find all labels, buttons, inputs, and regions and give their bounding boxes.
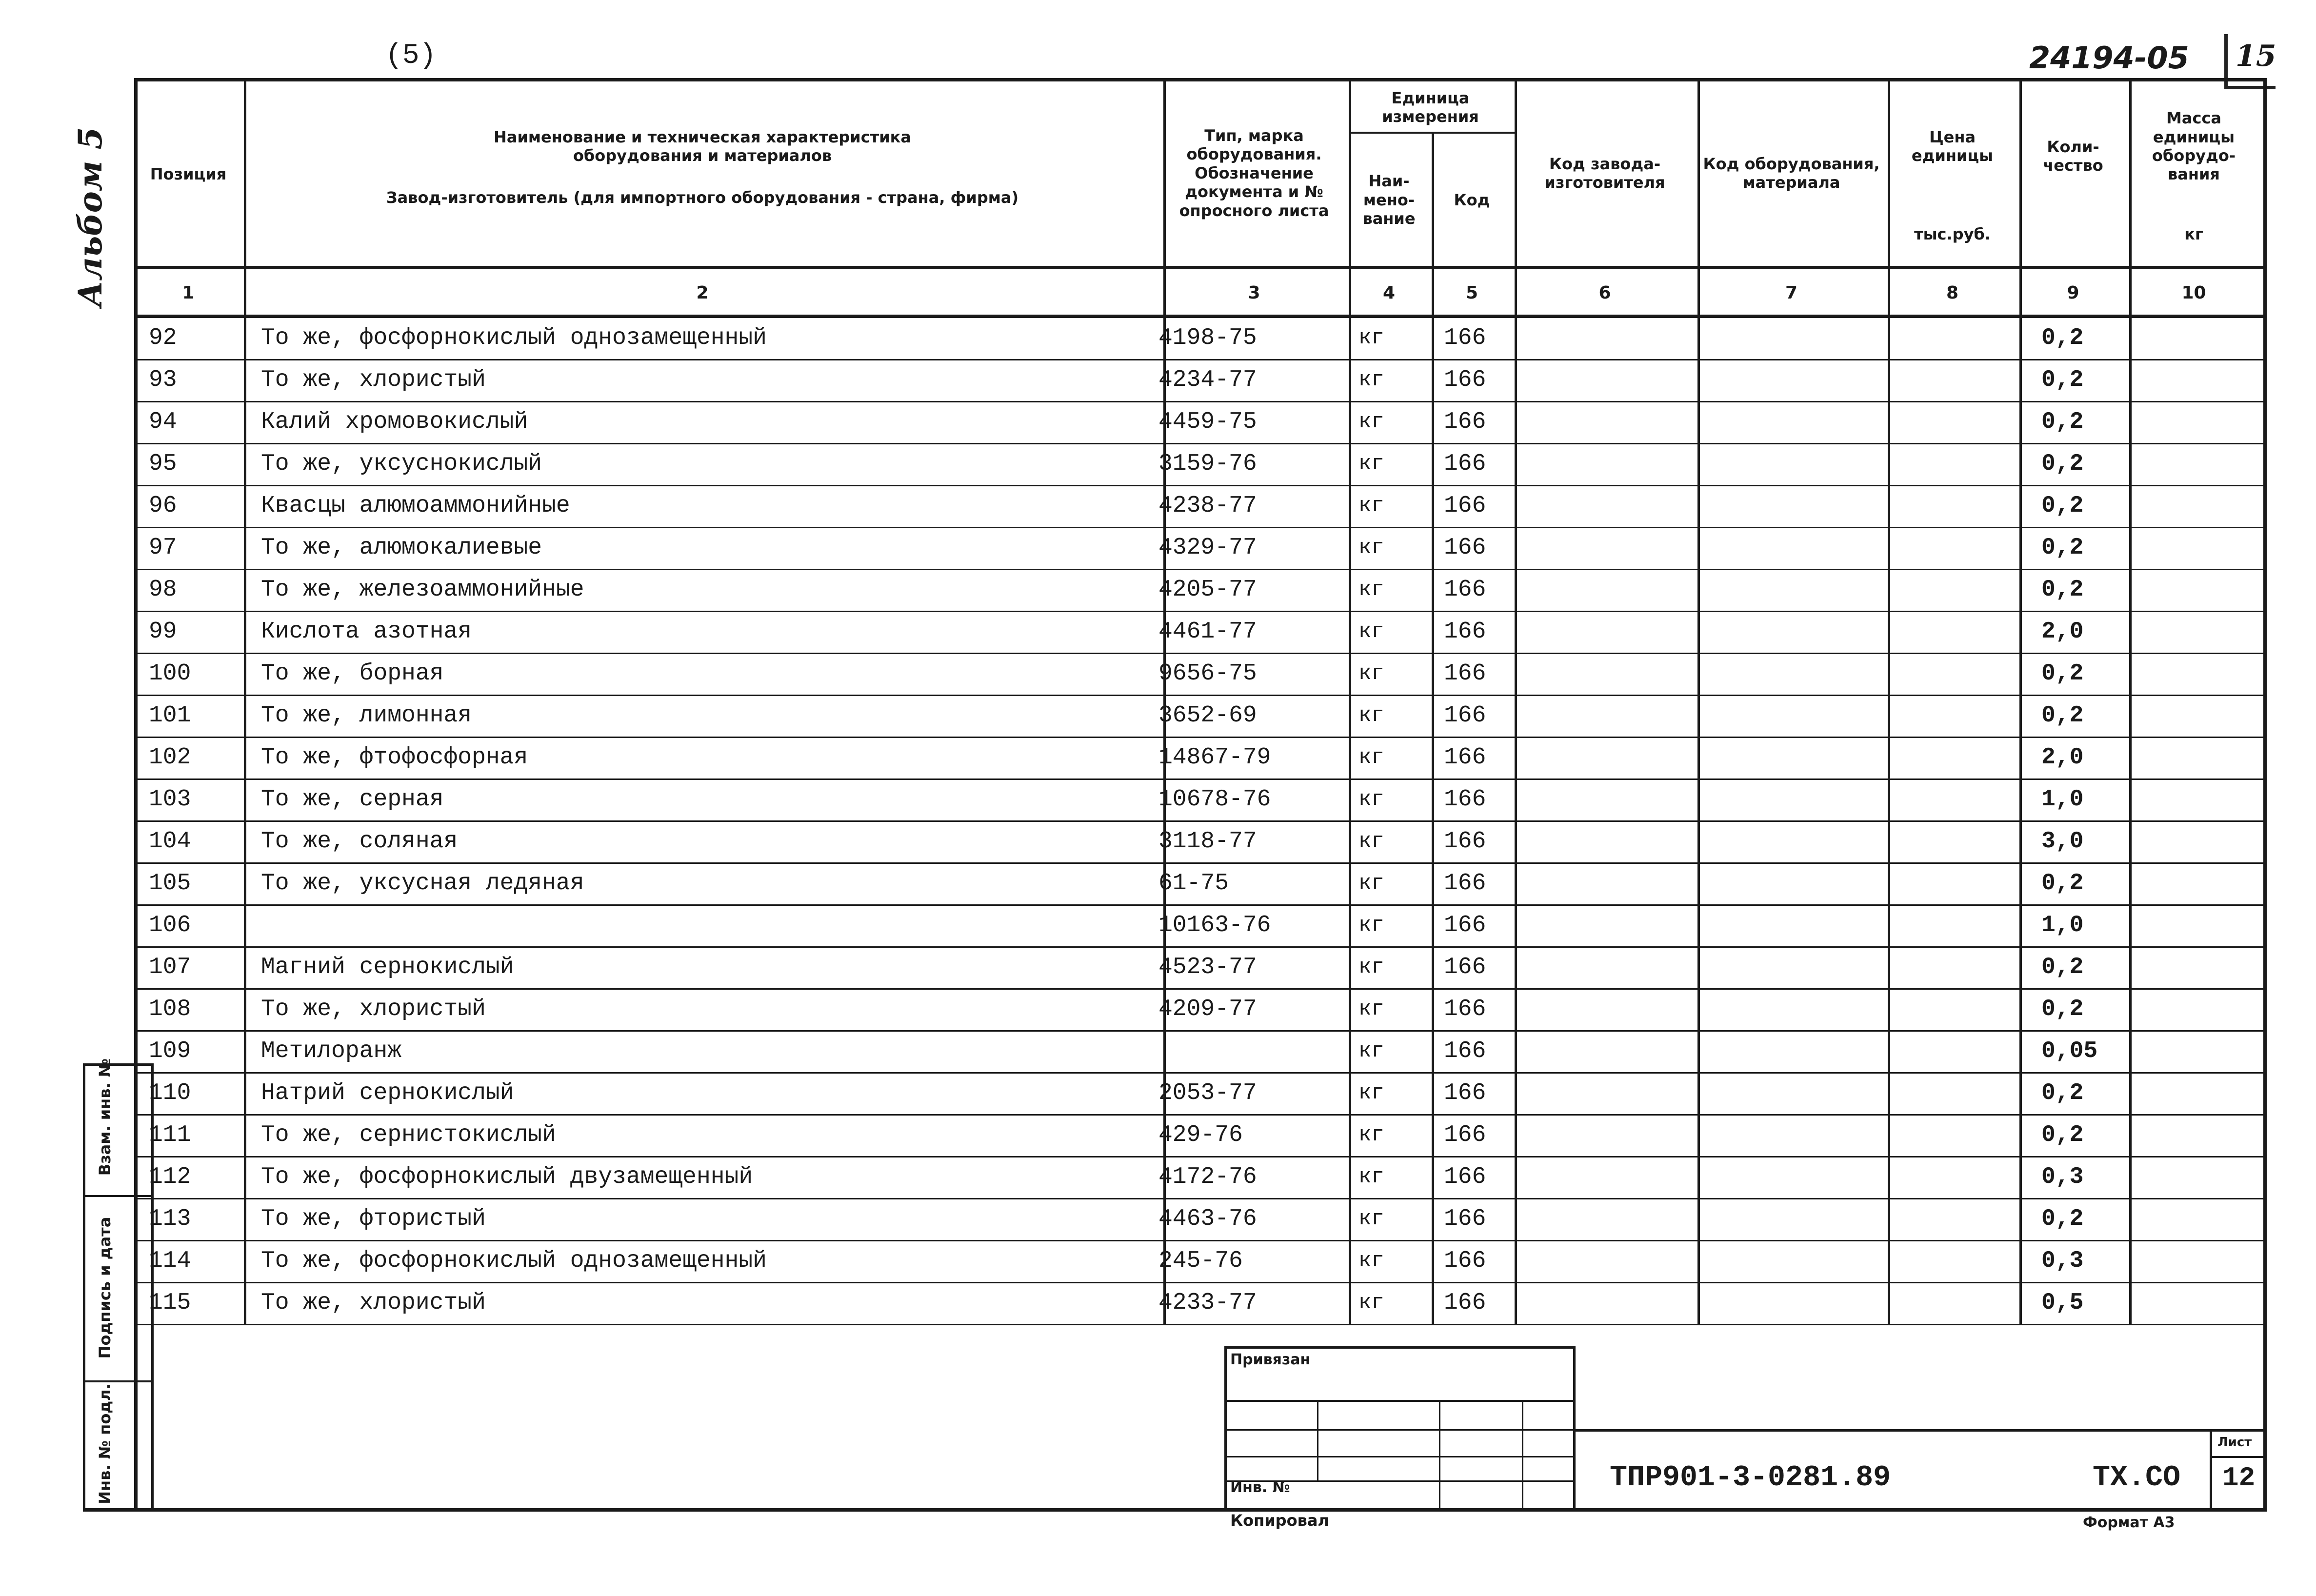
colnum-3: 3 bbox=[1248, 282, 1260, 303]
colnum-6: 6 bbox=[1598, 282, 1611, 303]
column-divider bbox=[2019, 78, 2022, 1324]
colnum-9: 9 bbox=[2067, 282, 2079, 303]
cell-document: 4523-77 bbox=[1158, 954, 1257, 980]
cell-document: 10678-76 bbox=[1158, 786, 1271, 813]
cell-document: 3118-77 bbox=[1158, 828, 1257, 855]
table-border-bottom bbox=[83, 1508, 2267, 1512]
cell-position: 114 bbox=[149, 1248, 191, 1274]
cell-name: То же, хлористый bbox=[261, 996, 486, 1022]
side-label-signature-date: Подпись и дата bbox=[96, 1217, 114, 1359]
header-unit-code: Код bbox=[1454, 190, 1490, 209]
sheet-box-divider bbox=[2210, 1456, 2263, 1458]
cell-quantity: 0,2 bbox=[2041, 367, 2084, 393]
cell-quantity: 1,0 bbox=[2041, 912, 2084, 938]
cell-unit-code: 166 bbox=[1444, 1122, 1486, 1148]
cell-unit-code: 166 bbox=[1444, 828, 1486, 855]
cell-document: 4233-77 bbox=[1158, 1290, 1257, 1316]
sheet-corner-number: 15 bbox=[2236, 39, 2276, 73]
format-label: Формат А3 bbox=[2083, 1514, 2175, 1531]
header-manufacturer: Завод-изготовитель (для импортного оборудования - страна, фирма) bbox=[386, 188, 1019, 207]
cell-unit-code: 166 bbox=[1444, 660, 1486, 687]
stamp-linked-label: Привязан bbox=[1230, 1351, 1311, 1368]
cell-unit: кг bbox=[1358, 955, 1384, 979]
header-mass-unit: кг bbox=[2184, 224, 2203, 243]
cell-unit-code: 166 bbox=[1444, 1164, 1486, 1190]
cell-document: 4463-76 bbox=[1158, 1206, 1257, 1232]
header-bottom-line bbox=[134, 266, 2263, 269]
cell-unit-code: 166 bbox=[1444, 325, 1486, 351]
cell-unit-code: 166 bbox=[1444, 1080, 1486, 1106]
cell-unit: кг bbox=[1358, 578, 1384, 602]
cell-document: 3652-69 bbox=[1158, 702, 1257, 729]
cell-document: 429-76 bbox=[1158, 1122, 1243, 1148]
cell-unit: кг bbox=[1358, 913, 1384, 938]
cell-quantity: 0,2 bbox=[2041, 870, 2084, 897]
page-top-number: (5) bbox=[385, 40, 437, 72]
cell-quantity: 0,2 bbox=[2041, 325, 2084, 351]
cell-quantity: 0,2 bbox=[2041, 996, 2084, 1022]
cell-unit-code: 166 bbox=[1444, 1248, 1486, 1274]
cell-unit-code: 166 bbox=[1444, 912, 1486, 938]
cell-unit-code: 166 bbox=[1444, 702, 1486, 729]
cell-quantity: 0,2 bbox=[2041, 954, 2084, 980]
cell-quantity: 0,2 bbox=[2041, 577, 2084, 603]
cell-quantity: 0,3 bbox=[2041, 1164, 2084, 1190]
cell-position: 102 bbox=[149, 744, 191, 771]
cell-quantity: 0,2 bbox=[2041, 493, 2084, 519]
cell-position: 103 bbox=[149, 786, 191, 813]
cell-unit-code: 166 bbox=[1444, 744, 1486, 771]
cell-document: 10163-76 bbox=[1158, 912, 1271, 938]
cell-quantity: 0,2 bbox=[2041, 409, 2084, 435]
cell-unit: кг bbox=[1358, 871, 1384, 896]
cell-unit-code: 166 bbox=[1444, 1290, 1486, 1316]
cell-name: То же, хлористый bbox=[261, 1290, 486, 1316]
cell-position: 96 bbox=[149, 493, 177, 519]
cell-name: То же, борная bbox=[261, 660, 444, 687]
header-type: Тип, марка оборудования. Обозначение документа и № опросного листа bbox=[1179, 126, 1329, 220]
cell-quantity: 0,5 bbox=[2041, 1290, 2084, 1316]
cell-name: То же, железоаммонийные bbox=[261, 577, 584, 603]
colnum-4: 4 bbox=[1382, 282, 1396, 303]
cell-name: То же, хлористый bbox=[261, 367, 486, 393]
stamp-right bbox=[1573, 1346, 1576, 1508]
cell-unit: кг bbox=[1358, 452, 1384, 476]
cell-position: 115 bbox=[149, 1290, 191, 1316]
cell-unit: кг bbox=[1358, 1081, 1384, 1105]
cell-unit-code: 166 bbox=[1444, 367, 1486, 393]
cell-position: 95 bbox=[149, 451, 177, 477]
cell-unit-code: 166 bbox=[1444, 996, 1486, 1022]
cell-position: 106 bbox=[149, 912, 191, 938]
colnum-2: 2 bbox=[696, 282, 709, 303]
header-mass: Масса единицы оборудо-вания bbox=[2152, 109, 2236, 184]
cell-unit-code: 166 bbox=[1444, 409, 1486, 435]
drawing-mark: ТХ.СО bbox=[2093, 1461, 2181, 1495]
cell-unit: кг bbox=[1358, 410, 1384, 434]
cell-document: 4234-77 bbox=[1158, 367, 1257, 393]
stamp-col bbox=[1522, 1400, 1523, 1508]
column-divider bbox=[1697, 78, 1700, 1324]
cell-position: 105 bbox=[149, 870, 191, 897]
cell-position: 92 bbox=[149, 325, 177, 351]
stamp-inventory-label: Инв. № bbox=[1230, 1479, 1290, 1496]
cell-unit: кг bbox=[1358, 703, 1384, 728]
stamp-top bbox=[1224, 1346, 1573, 1349]
cell-document: 4329-77 bbox=[1158, 535, 1257, 561]
cell-name: То же, фосфорнокислый двузамещенный bbox=[261, 1164, 753, 1190]
cell-unit: кг bbox=[1358, 1039, 1384, 1063]
cell-name: То же, сернистокислый bbox=[261, 1122, 556, 1148]
cell-name: То же, серная bbox=[261, 786, 444, 813]
cell-quantity: 2,0 bbox=[2041, 618, 2084, 645]
stamp-row bbox=[1224, 1429, 1573, 1431]
header-price: Цена единицы bbox=[1911, 127, 1994, 165]
cell-position: 104 bbox=[149, 828, 191, 855]
cell-name: То же, соляная bbox=[261, 828, 458, 855]
colnum-7: 7 bbox=[1785, 282, 1798, 303]
cell-unit: кг bbox=[1358, 326, 1384, 350]
cell-position: 98 bbox=[149, 577, 177, 603]
column-divider bbox=[2129, 78, 2132, 1324]
cell-position: 100 bbox=[149, 660, 191, 687]
cell-unit-code: 166 bbox=[1444, 535, 1486, 561]
row-line bbox=[134, 1030, 2263, 1032]
cell-position: 111 bbox=[149, 1122, 191, 1148]
cell-position: 113 bbox=[149, 1206, 191, 1232]
cell-name: То же, фосфорнокислый однозамещенный bbox=[261, 1248, 767, 1274]
cell-name: Натрий сернокислый bbox=[261, 1080, 514, 1106]
cell-position: 99 bbox=[149, 618, 177, 645]
cell-name: То же, уксуснокислый bbox=[261, 451, 542, 477]
header-name bbox=[244, 117, 1161, 176]
column-divider bbox=[1888, 78, 1890, 1324]
cell-unit-code: 166 bbox=[1444, 618, 1486, 645]
sheet-number: 12 bbox=[2222, 1462, 2256, 1494]
cell-name: То же, фтористый bbox=[261, 1206, 486, 1232]
cell-unit: кг bbox=[1358, 1165, 1384, 1189]
cell-unit-code: 166 bbox=[1444, 577, 1486, 603]
cell-quantity: 0,2 bbox=[2041, 1080, 2084, 1106]
cell-document: 4198-75 bbox=[1158, 325, 1257, 351]
cell-name: Кислота азотная bbox=[261, 618, 472, 645]
cell-document: 4209-77 bbox=[1158, 996, 1257, 1022]
cell-unit-code: 166 bbox=[1444, 786, 1486, 813]
cell-quantity: 1,0 bbox=[2041, 786, 2084, 813]
row-line bbox=[134, 1324, 2263, 1325]
header-name-line1: Наименование и техническая характеристика bbox=[494, 127, 911, 146]
cell-unit: кг bbox=[1358, 1249, 1384, 1273]
side-label-replacement-inventory: Взам. инв. № bbox=[96, 1058, 114, 1176]
column-divider bbox=[244, 78, 246, 1324]
sheet-box-left bbox=[2210, 1429, 2212, 1508]
header-name-line2: оборудования и материалов bbox=[573, 146, 832, 165]
header-material-code: Код оборудования, материала bbox=[1703, 154, 1880, 192]
cell-position: 97 bbox=[149, 535, 177, 561]
cell-unit-code: 166 bbox=[1444, 493, 1486, 519]
colnum-5: 5 bbox=[1465, 282, 1478, 303]
stamp-left bbox=[1224, 1346, 1227, 1508]
header-unit-name: Наи-мено-вание bbox=[1362, 172, 1416, 228]
cell-name: То же, фосфорнокислый однозамещенный bbox=[261, 325, 767, 351]
cell-unit: кг bbox=[1358, 787, 1384, 812]
header-manufacturer-code: Код завода-изготовителя bbox=[1544, 154, 1665, 192]
cell-document: 61-75 bbox=[1158, 870, 1229, 897]
cell-unit: кг bbox=[1358, 661, 1384, 686]
cell-unit: кг bbox=[1358, 368, 1384, 392]
cell-quantity: 0,2 bbox=[2041, 535, 2084, 561]
cell-position: 94 bbox=[149, 409, 177, 435]
cell-document: 4461-77 bbox=[1158, 618, 1257, 645]
cell-position: 112 bbox=[149, 1164, 191, 1190]
cell-position: 110 bbox=[149, 1080, 191, 1106]
cell-quantity: 0,2 bbox=[2041, 451, 2084, 477]
cell-unit: кг bbox=[1358, 1291, 1384, 1315]
album-label: Альбом 5 bbox=[71, 127, 109, 307]
cell-document: 245-76 bbox=[1158, 1248, 1243, 1274]
title-block-top bbox=[1573, 1429, 2263, 1432]
table-border-top bbox=[134, 78, 2263, 81]
header-unit-group: Единица измерения bbox=[1382, 88, 1479, 126]
colnum-8: 8 bbox=[1946, 282, 1959, 303]
drawing-designation: ТПР901-3-0281.89 bbox=[1610, 1461, 1891, 1495]
cell-unit-code: 166 bbox=[1444, 451, 1486, 477]
cell-name: Метилоранж bbox=[261, 1038, 402, 1064]
stamp-col bbox=[1317, 1400, 1318, 1480]
cell-document: 4205-77 bbox=[1158, 577, 1257, 603]
cell-unit-code: 166 bbox=[1444, 954, 1486, 980]
cell-position: 107 bbox=[149, 954, 191, 980]
cell-document: 4172-76 bbox=[1158, 1164, 1257, 1190]
cell-unit: кг bbox=[1358, 829, 1384, 854]
cell-quantity: 0,3 bbox=[2041, 1248, 2084, 1274]
cell-quantity: 0,05 bbox=[2041, 1038, 2098, 1064]
cell-document: 9656-75 bbox=[1158, 660, 1257, 687]
column-divider bbox=[1515, 78, 1517, 1324]
cell-name: То же, алюмокалиевые bbox=[261, 535, 542, 561]
cell-unit: кг bbox=[1358, 494, 1384, 518]
stamp-col bbox=[1439, 1400, 1440, 1508]
cell-unit-code: 166 bbox=[1444, 1206, 1486, 1232]
cell-unit-code: 166 bbox=[1444, 1038, 1486, 1064]
cell-position: 93 bbox=[149, 367, 177, 393]
cell-quantity: 0,2 bbox=[2041, 660, 2084, 687]
cell-quantity: 0,2 bbox=[2041, 702, 2084, 729]
colnum-1: 1 bbox=[182, 282, 195, 303]
cell-name: То же, фтофосфорная bbox=[261, 744, 528, 771]
cell-name: То же, уксусная ледяная bbox=[261, 870, 584, 897]
side-strip-divider bbox=[83, 1380, 151, 1382]
cell-name: Магний сернокислый bbox=[261, 954, 514, 980]
stamp-row bbox=[1224, 1400, 1573, 1402]
table-border-right bbox=[2263, 78, 2267, 1508]
stamp-row bbox=[1224, 1456, 1573, 1457]
cell-unit: кг bbox=[1358, 1123, 1384, 1147]
side-strip-divider bbox=[83, 1195, 151, 1197]
cell-unit: кг bbox=[1358, 1207, 1384, 1231]
cell-quantity: 2,0 bbox=[2041, 744, 2084, 771]
cell-position: 109 bbox=[149, 1038, 191, 1064]
side-label-original-inventory: Инв. № подл. bbox=[96, 1383, 114, 1504]
cell-unit: кг bbox=[1358, 745, 1384, 770]
side-strip-left bbox=[83, 1063, 85, 1508]
cell-document: 2053-77 bbox=[1158, 1080, 1257, 1106]
cell-quantity: 3,0 bbox=[2041, 828, 2084, 855]
side-strip-top bbox=[83, 1063, 151, 1066]
cell-unit: кг bbox=[1358, 536, 1384, 560]
copied-by-label: Копировал bbox=[1230, 1511, 1329, 1530]
cell-document: 4459-75 bbox=[1158, 409, 1257, 435]
cell-unit: кг bbox=[1358, 619, 1384, 644]
header-price-unit: тыс.руб. bbox=[1914, 224, 1991, 243]
colnum-10: 10 bbox=[2181, 282, 2206, 303]
cell-name: То же, лимонная bbox=[261, 702, 472, 729]
cell-name: Квасцы алюмоаммонийные bbox=[261, 493, 570, 519]
header-quantity: Коли-чество bbox=[2043, 137, 2103, 175]
cell-name: Калий хромовокислый bbox=[261, 409, 528, 435]
cell-document: 14867-79 bbox=[1158, 744, 1271, 771]
cell-position: 101 bbox=[149, 702, 191, 729]
document-code: 24194-05 bbox=[2029, 40, 2189, 76]
cell-unit: кг bbox=[1358, 997, 1384, 1021]
cell-quantity: 0,2 bbox=[2041, 1206, 2084, 1232]
cell-document: 4238-77 bbox=[1158, 493, 1257, 519]
header-position: Позиция bbox=[150, 165, 227, 184]
cell-quantity: 0,2 bbox=[2041, 1122, 2084, 1148]
cell-unit-code: 166 bbox=[1444, 870, 1486, 897]
cell-document: 3159-76 bbox=[1158, 451, 1257, 477]
sheet-label: Лист bbox=[2217, 1435, 2252, 1450]
cell-position: 108 bbox=[149, 996, 191, 1022]
